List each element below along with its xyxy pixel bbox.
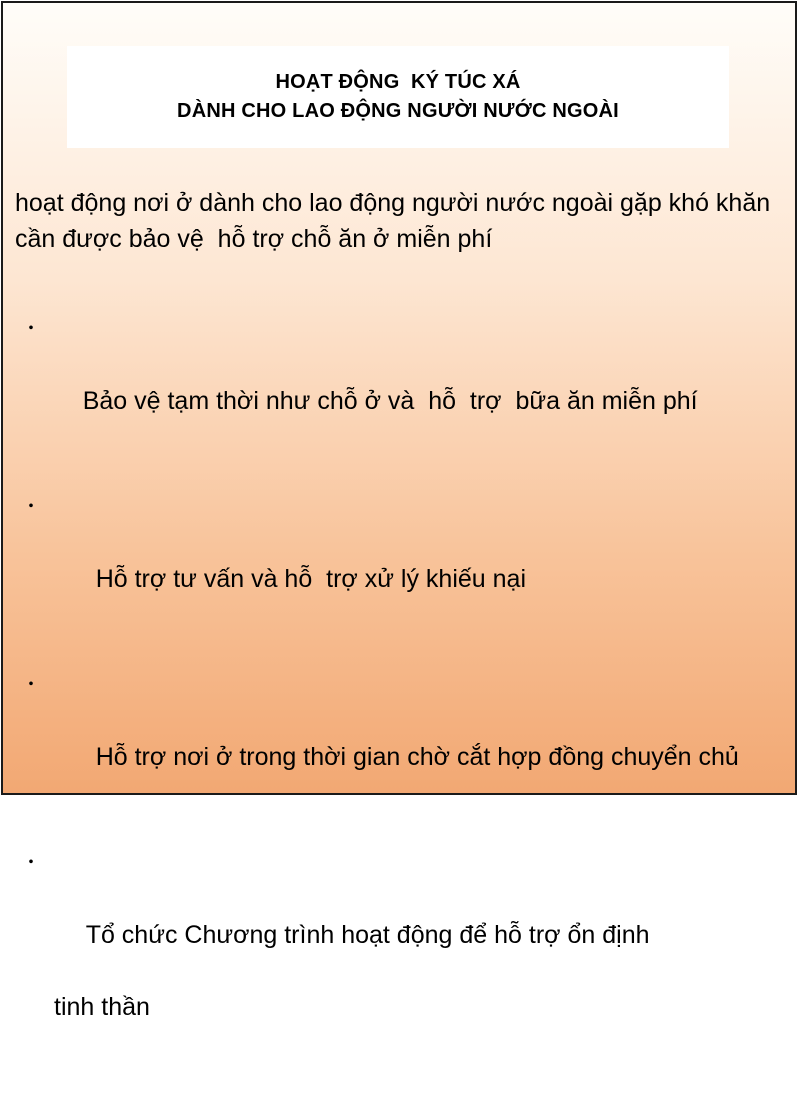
bullet-text-2: Hỗ trợ tư vấn và hỗ trợ xử lý khiếu nại xyxy=(95,565,526,593)
title-line-1: HOẠT ĐỘNG KÝ TÚC XÁ xyxy=(275,71,521,93)
title-line-2: DÀNH CHO LAO ĐỘNG NGƯỜI NƯỚC NGOÀI xyxy=(177,100,619,122)
bullet-marker: ・ xyxy=(21,318,41,340)
bullet-item-2 xyxy=(21,489,791,633)
bullet-item-3 xyxy=(21,667,791,811)
bullet-marker: ・ xyxy=(21,496,41,518)
slide xyxy=(1,1,797,1021)
bullet-item-1 xyxy=(21,311,791,455)
bullet-marker: ・ xyxy=(21,674,41,696)
bullet-marker: ・ xyxy=(21,852,41,874)
bullet-item-4 xyxy=(21,845,791,1097)
bullet-list xyxy=(21,311,791,1097)
intro-text: hoạt động nơi ở dành cho lao động người nước ngoài gặp khó khăn cần được bảo vệ hỗ trợ chỗ ăn ở miễn phí xyxy=(15,189,785,253)
bullet-text-4-line-2: tinh thần xyxy=(54,993,150,1021)
title-box xyxy=(67,46,729,148)
bullet-text-1: Bảo vệ tạm thời như chỗ ở và hỗ trợ bữa ăn miễn phí xyxy=(82,387,698,415)
bullet-text-3: Hỗ trợ nơi ở trong thời gian chờ cắt hợp đồng chuyển chủ xyxy=(95,743,739,771)
bullet-text-4-line-1: Tổ chức Chương trình hoạt động để hỗ trợ ổn định xyxy=(85,921,650,949)
